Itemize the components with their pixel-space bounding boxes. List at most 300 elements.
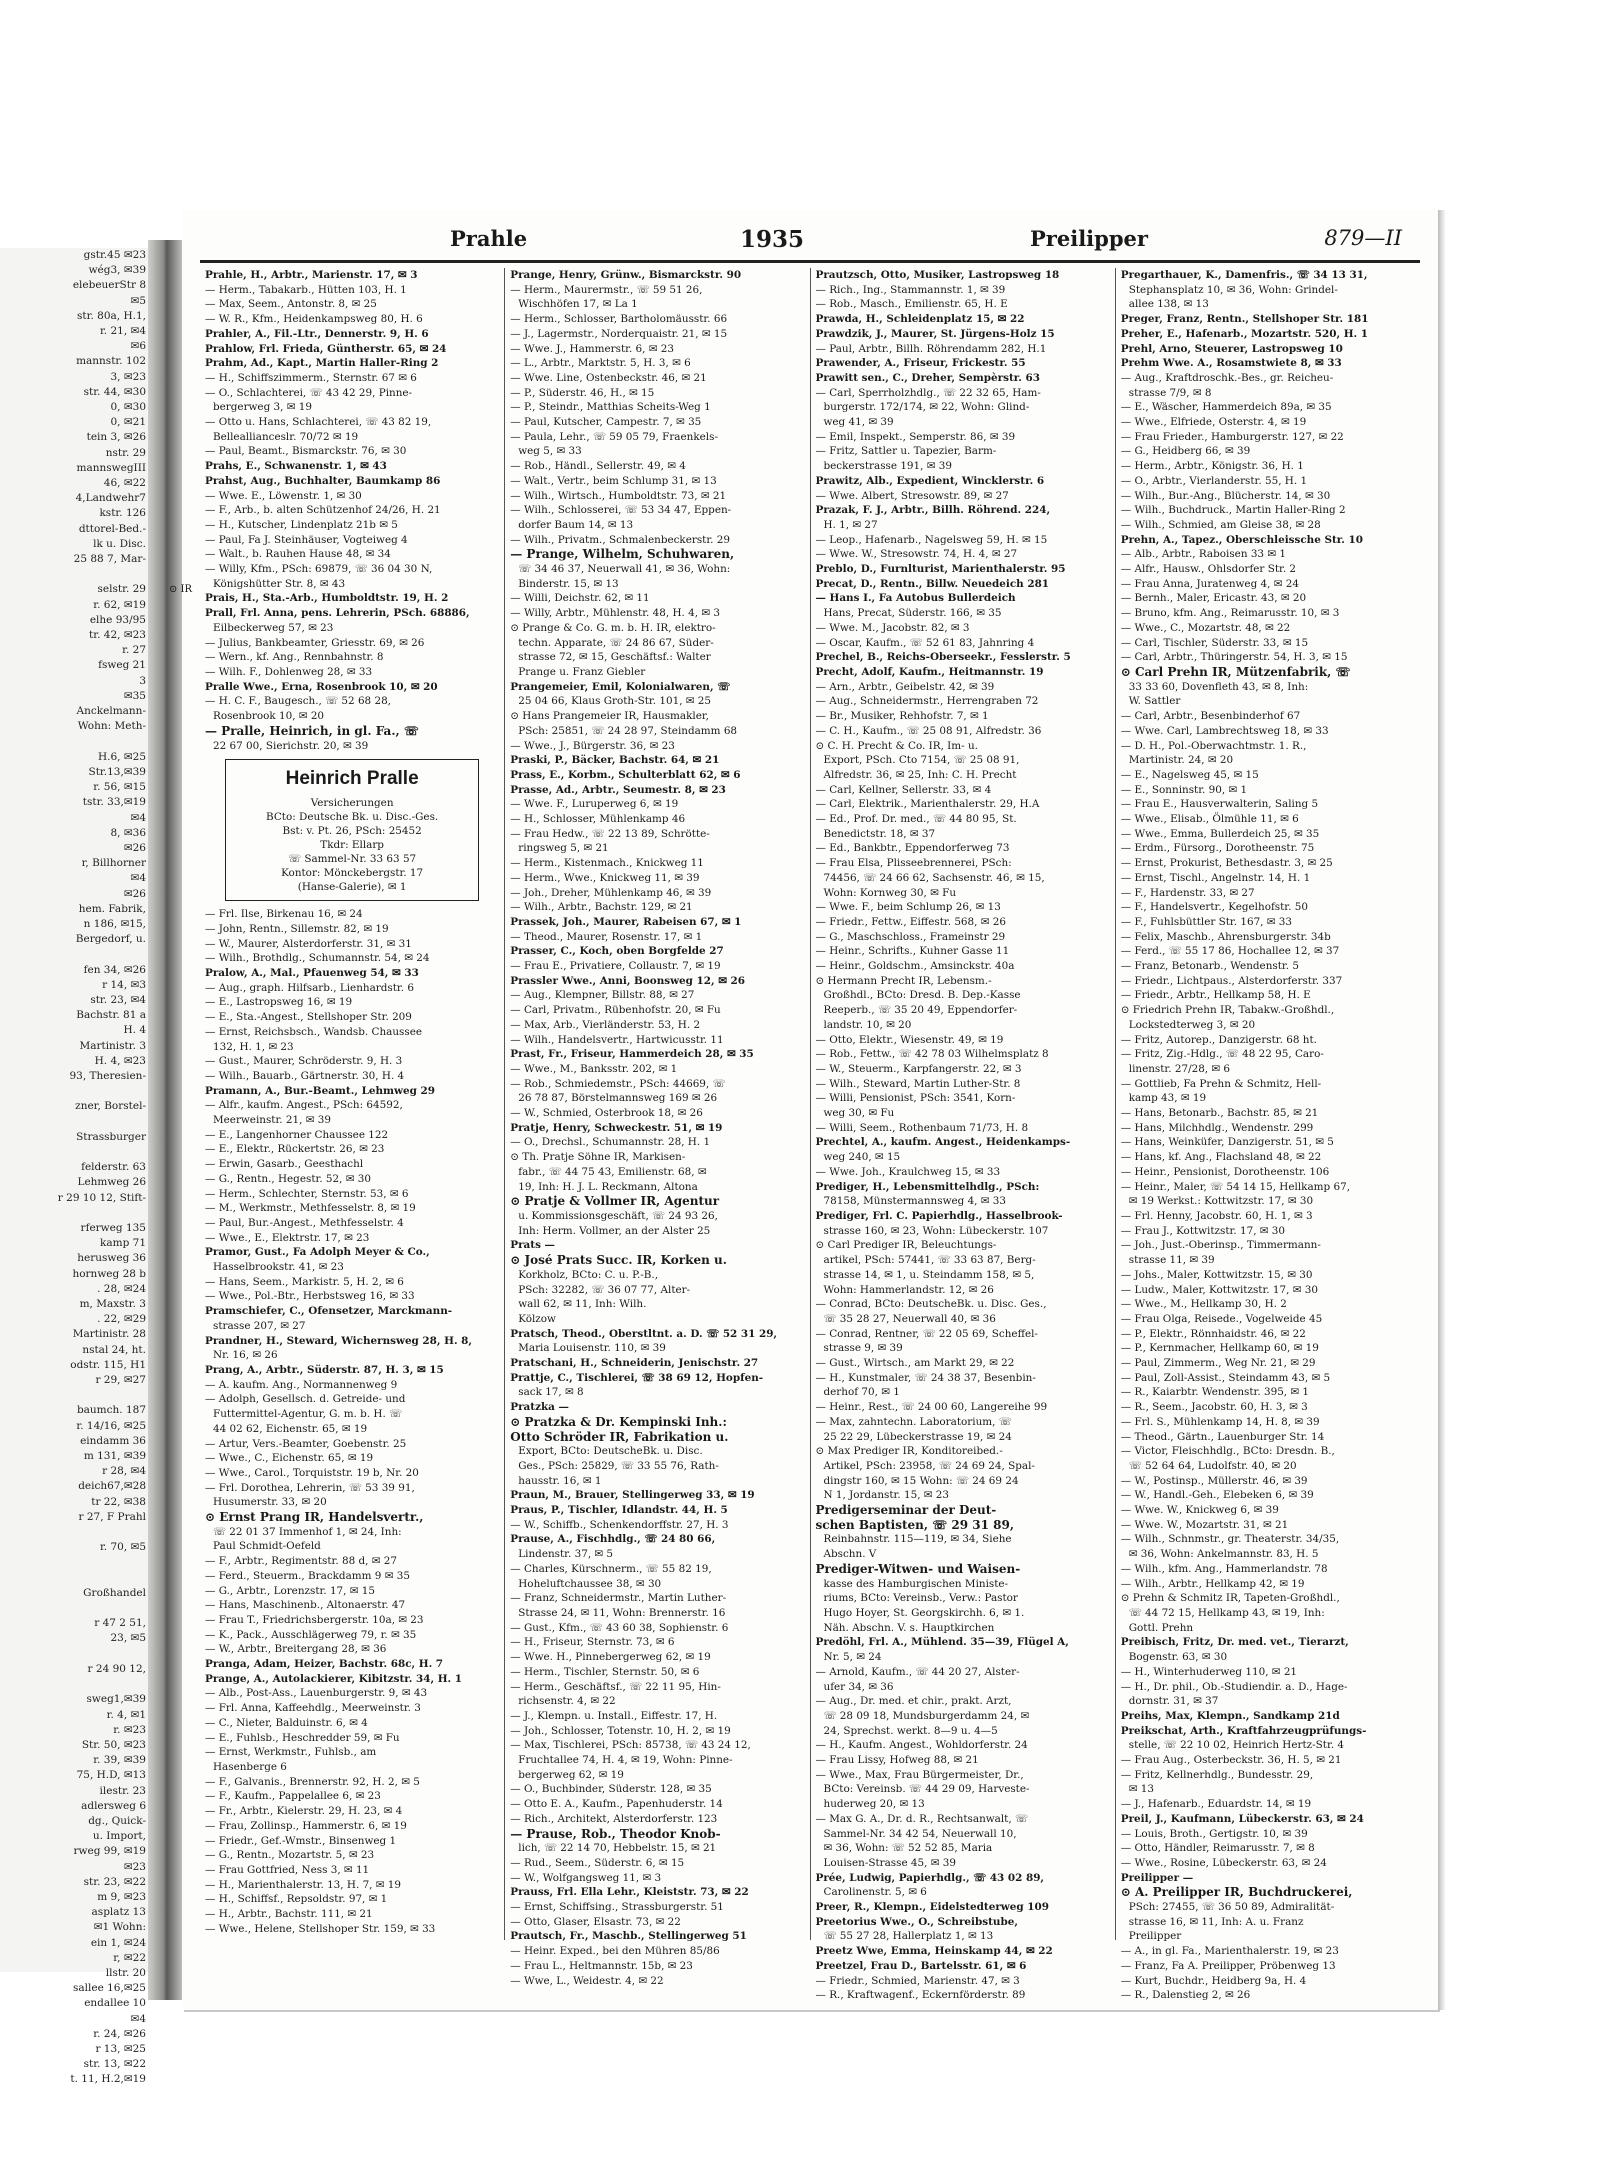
left-page-line <box>0 1388 148 1403</box>
directory-entry: — Otto, Glaser, Elsastr. 73, ✉ 22 <box>510 1915 681 1928</box>
directory-entry: — Wwe., M., Hellkamp 30, H. 2 <box>1120 1298 1287 1311</box>
directory-entry: ⊙ Th. Pratje Söhne IR, Markisen- <box>510 1151 686 1164</box>
directory-entry: Pregarthauer, K., Damenfris., ☏ 34 13 31, <box>1120 269 1368 281</box>
directory-entry: — Willi, Pensionist, PSch: 3541, Korn- <box>815 1092 1016 1105</box>
directory-entry: Prassler Wwe., Anni, Boonsweg 12, ✉ 26 <box>510 974 746 987</box>
directory-entry: — Wwe., E., Elektrstr. 17, ✉ 23 <box>205 1231 370 1244</box>
directory-entry: Hugo Hoyer, St. Georgskirchh. 6, ✉ 1. <box>823 1606 1025 1619</box>
directory-entry: Praun, M., Brauer, Stellingerweg 33, ✉ 19 <box>510 1489 755 1502</box>
directory-entry: — Wilh., Wirtsch., Humboldtstr. 73, ✉ 21 <box>510 489 727 502</box>
directory-entry: — Ernst, Reichsbsch., Wandsb. Chaussee <box>205 1025 422 1038</box>
directory-entry: — Wwe. Line, Ostenbeckstr. 46, ✉ 21 <box>510 371 707 384</box>
directory-entry: H. 1, ✉ 27 <box>823 518 878 531</box>
directory-entry: Preger, Franz, Rentn., Stellshoper Str. 181 <box>1120 313 1369 326</box>
directory-entry: — Carl, Arbtr., Thüringerstr. 54, H. 3, ✉ 15 <box>1120 651 1348 664</box>
directory-entry: stelle, ☏ 22 10 02, Heinrich Hertz-Str. 4 <box>1128 1739 1344 1752</box>
left-page-line: 4,Landwehr7 <box>75 492 146 505</box>
directory-entry: — Frau T., Friedrichsbergerstr. 10a, ✉ 23 <box>205 1613 424 1626</box>
advert-line: (Hanse-Galerie), ✉ 1 <box>297 881 407 894</box>
directory-entry: — Artur, Vers.-Beamter, Goebenstr. 25 <box>205 1437 407 1450</box>
directory-entry: PSch: 27455, ☏ 36 50 89, Admiralität- <box>1128 1901 1335 1914</box>
directory-entry: — Herm., Kistenmach., Knickweg 11 <box>510 857 704 870</box>
left-page-line: r. ✉23 <box>113 1723 146 1736</box>
left-page-line: 8, ✉36 <box>110 826 146 839</box>
directory-entry: — Paul, Fa J. Steinhäuser, Vogteiweg 4 <box>205 533 408 546</box>
directory-entry: strasse 207, ✉ 27 <box>213 1319 306 1332</box>
directory-entry: — Frau E., Privatiere, Collaustr. 7, ✉ 19 <box>510 960 721 973</box>
directory-entry: ⊙ Pratzka & Dr. Kempinski Inh.: <box>510 1414 727 1429</box>
directory-column-3 <box>811 268 1116 2002</box>
directory-entry: weg 240, ✉ 15 <box>823 1151 901 1164</box>
directory-entry: W. Sattler <box>1128 695 1181 708</box>
directory-entry: — P., Süderstr. 46, H., ✉ 15 <box>510 386 655 399</box>
directory-entry: Inh: Herm. Vollmer, an der Alster 25 <box>518 1224 711 1237</box>
directory-entry: — Wwe., C., Eichenstr. 65, ✉ 19 <box>205 1452 374 1465</box>
directory-entry: — Gust., Wirtsch., am Markt 29, ✉ 22 <box>815 1357 1015 1370</box>
directory-entry: — Wilh., Schlosserei, ☏ 53 34 47, Eppen- <box>510 504 732 517</box>
directory-entry: — Paul, Zimmerm., Weg Nr. 21, ✉ 29 <box>1120 1357 1316 1370</box>
left-page-line <box>0 1647 148 1662</box>
directory-entry: Sammel-Nr. 34 42 54, Neuerwall 10, <box>823 1827 1017 1840</box>
advert-title: Heinrich Pralle <box>285 768 419 790</box>
directory-entry: — Aug., Klempner, Billstr. 88, ✉ 27 <box>510 989 695 1002</box>
left-page-line: nstr. 29 <box>105 446 146 459</box>
directory-entry: — H., Marienthalerstr. 13, H. 7, ✉ 19 <box>205 1878 402 1891</box>
directory-entry: — Heinr. Exped., bei den Mühren 85/86 <box>510 1945 720 1958</box>
left-page-line: m 9, ✉23 <box>97 1890 146 1903</box>
directory-entry: Carolinenstr. 5, ✉ 6 <box>823 1886 927 1899</box>
left-page-line: ✉4 <box>130 872 146 885</box>
directory-entry: — Joh., Schlosser, Totenstr. 10, H. 2, ✉ 19 <box>510 1724 731 1737</box>
directory-entry: Louisen-Strasse 45, ✉ 39 <box>823 1856 956 1869</box>
directory-entry: — W., Schmied, Osterbrook 18, ✉ 26 <box>510 1107 703 1120</box>
left-page-line: r. 4, ✉1 <box>106 1708 146 1721</box>
directory-entry: — Carl, Sperrholzhdlg., ☏ 22 32 65, Ham- <box>815 386 1041 399</box>
left-page-line: m 131, ✉39 <box>83 1450 146 1463</box>
directory-entry: — Br., Musiker, Rehhofstr. 7, ✉ 1 <box>815 710 989 723</box>
directory-entry: — H., Winterhuderweg 110, ✉ 21 <box>1120 1665 1298 1678</box>
left-page-line: str. 13, ✉22 <box>83 2058 146 2071</box>
directory-entry: — Wwe., Elfriede, Osterstr. 4, ✉ 19 <box>1120 416 1307 429</box>
left-page-line: Str.13,✉39 <box>88 765 146 778</box>
directory-entry: — F., Handelsvertr., Kegelhofstr. 50 <box>1120 901 1308 914</box>
directory-entry: — Frl. Henny, Jacobstr. 60, H. 1, ✉ 3 <box>1120 1210 1313 1222</box>
directory-entry: PSch: 32282, ☏ 36 07 77, Alter- <box>518 1283 691 1296</box>
directory-entry: — O., Arbtr., Vierlanderstr. 55, H. 1 <box>1120 474 1308 487</box>
directory-entry: kamp 43, ✉ 19 <box>1128 1092 1207 1105</box>
directory-entry: — Ludw., Maler, Kottwitzstr. 17, ✉ 30 <box>1120 1283 1318 1296</box>
directory-entry: Praus, P., Tischler, Idlandstr. 44, H. 5 <box>510 1504 728 1517</box>
directory-entry: Prasser, C., Koch, oben Borgfelde 27 <box>510 945 724 958</box>
left-page-line: Strassburger <box>76 1130 146 1143</box>
directory-entry: — W., Schiffb., Schenkendorffstr. 27, H. 3 <box>510 1518 729 1531</box>
directory-entry: — E., Lastropsweg 16, ✉ 19 <box>205 996 353 1009</box>
directory-entry: — Ed., Prof. Dr. med., ☏ 44 80 95, St. <box>815 813 1017 826</box>
directory-entry: Ges., PSch: 25829, ☏ 33 55 76, Rath- <box>518 1459 719 1472</box>
directory-entry: Preibisch, Fritz, Dr. med. vet., Tierarzt, <box>1120 1636 1349 1649</box>
left-page-line: r. 24, ✉26 <box>93 2027 146 2040</box>
directory-entry: Alfredstr. 36, ✉ 25, Inh: C. H. Precht <box>823 768 1017 781</box>
directory-entry: ⊙ Friedrich Prehn IR, Tabakw.-Großhdl., <box>1120 1004 1335 1017</box>
directory-entry: — Paul, Bur.-Angest., Methfesselstr. 4 <box>205 1216 404 1229</box>
directory-entry: — Frl. Anna, Kaffeehdlg., Meerweinstr. 3 <box>205 1702 421 1715</box>
left-page-line: eindamm 36 <box>80 1434 146 1447</box>
directory-entry: — Herm., Maurermstr., ☏ 59 51 26, <box>510 283 703 296</box>
directory-entry: — Bernh., Maler, Ericastr. 43, ✉ 20 <box>1120 592 1307 605</box>
left-page-line: Martinistr. 3 <box>79 1039 146 1052</box>
left-page-line: sweg1,✉39 <box>86 1693 146 1706</box>
directory-entry: Praski, P., Bäcker, Bachstr. 64, ✉ 21 <box>510 754 720 767</box>
directory-entry: — Frau E., Hausverwalterin, Saling 5 <box>1120 798 1319 811</box>
directory-entry: — Erdm., Fürsorg., Dorotheenstr. 75 <box>1120 842 1315 855</box>
directory-entry: — Rich., Architekt, Alsterdorferstr. 123 <box>510 1812 718 1825</box>
directory-entry: — Paul, Zoll-Assist., Steindamm 43, ✉ 5 <box>1120 1371 1331 1384</box>
left-page-line: endallee 10 <box>84 1997 146 2010</box>
left-page-line: felderstr. 63 <box>81 1161 146 1174</box>
left-page-line: H.6, ✉25 <box>97 750 146 763</box>
directory-entry: ringsweg 5, ✉ 21 <box>518 842 609 855</box>
left-page-line: r 14, ✉3 <box>102 978 146 991</box>
directory-entry: bergerweg 3, ✉ 19 <box>213 401 312 414</box>
left-page-line: tein 3, ✉26 <box>86 431 146 444</box>
directory-entry: — Otto E. A., Kaufm., Papenhuderstr. 14 <box>510 1798 723 1811</box>
directory-entry: Preetorius Wwe., O., Schreibstube, <box>815 1915 1018 1928</box>
directory-entry: — Heinr., Maler, ☏ 54 14 15, Hellkamp 67, <box>1120 1180 1350 1193</box>
directory-entry: strasse 160, ✉ 23, Wohn: Lübeckerstr. 107 <box>823 1224 1049 1237</box>
directory-entry: ☏ 52 64 64, Ludolfstr. 40, ✉ 20 <box>1128 1459 1297 1472</box>
left-page-line: fen 34, ✉26 <box>83 963 146 976</box>
directory-entry: — H., Friseur, Sternstr. 73, ✉ 6 <box>510 1636 675 1649</box>
directory-entry: Eilbeckerweg 57, ✉ 23 <box>213 621 334 634</box>
directory-entry: — Wwe. J., Hammerstr. 6, ✉ 23 <box>510 342 675 355</box>
directory-entry: hausstr. 16, ✉ 1 <box>518 1474 602 1487</box>
directory-entry: Prawdzik, J., Maurer, St. Jürgens-Holz 15 <box>815 327 1055 340</box>
directory-entry: Prediger, H., Lebensmittelhdlg., PSch: <box>815 1180 1040 1193</box>
directory-entry: — E., Sonninstr. 90, ✉ 1 <box>1120 783 1248 796</box>
directory-entry: — Wilh., Arbtr., Hellkamp 42, ✉ 19 <box>1120 1577 1305 1590</box>
left-page-line: Martinistr. 28 <box>72 1328 146 1341</box>
left-page-line: herusweg 36 <box>77 1252 146 1265</box>
directory-entry: — Frau J., Kottwitzstr. 17, ✉ 30 <box>1120 1224 1286 1237</box>
directory-entry: Pralle Wwe., Erna, Rosenbrook 10, ✉ 20 <box>205 680 438 693</box>
directory-entry: — Johs., Maler, Kottwitzstr. 15, ✉ 30 <box>1120 1268 1313 1281</box>
directory-entry: — Hans, Seem., Markistr. 5, H. 2, ✉ 6 <box>205 1275 404 1288</box>
directory-entry: — H., Kaufm. Angest., Wohldorferstr. 24 <box>815 1739 1028 1752</box>
directory-entry: ☏ 35 28 27, Neuerwall 40, ✉ 36 <box>823 1312 996 1325</box>
directory-entry: ⊙ Hans Prangemeier IR, Hausmakler, <box>510 710 709 723</box>
directory-entry: Preihs, Max, Klempn., Sandkamp 21d <box>1120 1709 1340 1722</box>
directory-entry: — Carl, Kellner, Sellerstr. 33, ✉ 4 <box>815 783 992 796</box>
directory-entry: — Herm., Wwe., Knickweg 11, ✉ 39 <box>510 871 700 884</box>
left-page-line: r. 56, ✉15 <box>93 781 146 794</box>
directory-entry: bergerweg 62, ✉ 19 <box>518 1768 624 1781</box>
directory-entry: Preilipper <box>1128 1930 1182 1943</box>
directory-entry: 26 78 87, Börstelmannsweg 169 ✉ 26 <box>518 1092 718 1105</box>
directory-entry: dingstr 160, ✉ 15 Wohn: ☏ 24 69 24 <box>823 1474 1019 1487</box>
left-page-line: lk u. Disc. <box>93 537 146 550</box>
directory-entry: ⊙ Prehn & Schmitz IR, Tapeten-Großhdl., <box>1120 1592 1340 1605</box>
left-page-line: str. 23, ✉22 <box>83 1875 146 1888</box>
left-page-line: r 29 10 12, Stift- <box>57 1191 146 1204</box>
directory-entry: Näh. Abschn. V. s. Hauptkirchen <box>823 1621 995 1634</box>
left-page-line: ✉4 <box>130 2012 146 2025</box>
directory-entry: Prahs, E., Schwanenstr. 1, ✉ 43 <box>205 460 387 473</box>
directory-entry: — E., Wäscher, Hammerdeich 89a, ✉ 35 <box>1120 401 1332 414</box>
directory-entry: — Wilh., Arbtr., Bachstr. 129, ✉ 21 <box>510 901 693 914</box>
directory-entry: — Frau L., Heltmannstr. 15b, ✉ 23 <box>510 1959 693 1972</box>
header-year: 1935 <box>740 226 805 253</box>
directory-entry: — Rud., Seem., Süderstr. 6, ✉ 15 <box>510 1856 685 1869</box>
directory-entry: — Arn., Arbtr., Geibelstr. 42, ✉ 39 <box>815 680 995 693</box>
directory-entry: Precht, Adolf, Kaufm., Heitmannstr. 19 <box>815 665 1044 678</box>
directory-entry: — Rob., Schmiedemstr., PSch: 44669, ☏ <box>510 1077 726 1090</box>
directory-entry: Prast, Fr., Friseur, Hammerdeich 28, ✉ 35 <box>510 1048 754 1061</box>
directory-entry: — Oscar, Kaufm., ☏ 52 61 83, Jahnring 4 <box>815 636 1035 649</box>
directory-entry: — C., Nieter, Balduinstr. 6, ✉ 4 <box>205 1716 368 1729</box>
directory-entry: — Frau Frieder., Hamburgerstr. 127, ✉ 22 <box>1120 430 1344 443</box>
directory-entry: — Wwe., Elisab., Ölmühle 11, ✉ 6 <box>1120 813 1299 826</box>
directory-entry: — W., Maurer, Alsterdorferstr. 31, ✉ 31 <box>205 937 412 950</box>
directory-entry: — Herm., Tischler, Sternstr. 50, ✉ 6 <box>510 1665 700 1678</box>
directory-entry: Wischhöfen 17, ✉ La 1 <box>518 298 638 311</box>
left-page-line: r, Billhorner <box>81 857 146 870</box>
directory-entry: — Fritz, Sattler u. Tapezier, Barm- <box>815 445 997 458</box>
directory-entry: — Felix, Maschb., Ahrensburgerstr. 34b <box>1120 930 1331 943</box>
left-page-line: r 28, ✉4 <box>102 1465 146 1478</box>
directory-entry: — Fritz, Autorep., Danzigerstr. 68 ht. <box>1120 1033 1317 1046</box>
directory-entry: — Hans, Betonarb., Bachstr. 85, ✉ 21 <box>1120 1107 1319 1120</box>
directory-entry: Export, BCto: DeutscheBk. u. Disc. <box>518 1445 703 1458</box>
directory-entry: — R., Dalenstieg 2, ✉ 26 <box>1120 1989 1251 2002</box>
left-page-line: r. 70, ✉5 <box>99 1541 146 1554</box>
directory-entry: — O., Drechsl., Schumannstr. 28, H. 1 <box>510 1136 711 1149</box>
directory-entry: — Willi, Deichstr. 62, ✉ 11 <box>510 592 650 605</box>
left-page-line: mannswegIII <box>76 461 146 474</box>
directory-entry: — K., Pack., Ausschlägerweg 79, r. ✉ 35 <box>205 1628 417 1641</box>
directory-entry: ufer 34, ✉ 36 <box>823 1680 894 1693</box>
directory-entry: Benedictstr. 18, ✉ 37 <box>823 827 936 840</box>
directory-entry: 22 67 00, Sierichstr. 20, ✉ 39 <box>213 739 369 752</box>
left-page-line: llstr. 20 <box>105 1966 146 1979</box>
directory-entry: Großhdl., BCto: Dresd. B. Dep.-Kasse <box>823 989 1021 1002</box>
directory-entry: Prahst, Aug., Buchhalter, Baumkamp 86 <box>205 474 441 487</box>
left-page-line: r 47 2 51, <box>94 1617 146 1630</box>
directory-entry: Reinbahnstr. 115—119, ✉ 34, Siehe <box>823 1533 1012 1546</box>
directory-entry: — R., Kraftwagenf., Eckernförderstr. 89 <box>815 1989 1026 2002</box>
directory-entry: beckerstrasse 191, ✉ 39 <box>823 460 952 473</box>
left-page-line: elebeuerStr 8 <box>72 279 146 292</box>
directory-entry: Pralow, A., Mal., Pfauenweg 54, ✉ 33 <box>205 967 419 980</box>
directory-entry: — J., Lagermstr., Norderquaistr. 21, ✉ 15 <box>510 327 728 340</box>
directory-entry: dorfer Baum 14, ✉ 13 <box>518 518 634 531</box>
left-page-line <box>0 1206 148 1221</box>
left-page-line: kamp 71 <box>100 1237 146 1250</box>
directory-entry: — Wilh., Bur.-Ang., Blücherstr. 14, ✉ 30 <box>1120 489 1331 502</box>
directory-entry: Prediger-Witwen- und Waisen- <box>815 1561 1021 1576</box>
directory-entry: — Friedr., Gef.-Wmstr., Binsenweg 1 <box>205 1834 397 1847</box>
directory-entry: — C. H., Kaufm., ☏ 25 08 91, Alfredstr. 36 <box>815 724 1042 737</box>
left-page-line: . 22, ✉29 <box>97 1313 146 1326</box>
directory-entry: — Carl, Tischler, Süderstr. 33, ✉ 15 <box>1120 636 1309 649</box>
left-page-line: Wohn: Meth- <box>77 720 146 733</box>
directory-entry: — Rob., Masch., Emilienstr. 65, H. E <box>815 298 1008 311</box>
directory-entry: Prehn, A., Tapez., Oberschleissche Str. 10 <box>1120 533 1363 546</box>
directory-entry: — Wwe., Pol.-Btr., Herbstsweg 16, ✉ 33 <box>205 1290 415 1303</box>
directory-entry: — Wilh., Handelsvertr., Hartwicusstr. 11 <box>510 1033 724 1046</box>
directory-entry: — Wwe., Helene, Stellshoper Str. 159, ✉ 33 <box>205 1922 436 1935</box>
directory-entry: Prautzsch, Otto, Musiker, Lastropsweg 18 <box>815 269 1060 281</box>
directory-entry: Prechel, B., Reichs-Oberseekr., Fesslerstr. 5 <box>815 651 1071 664</box>
directory-entry: strasse 11, ✉ 39 <box>1128 1254 1215 1267</box>
directory-entry: Gottl. Prehn <box>1128 1621 1194 1634</box>
left-page-line: r, ✉22 <box>113 1951 146 1964</box>
directory-entry: ✉ 19 Werkst.: Kottwitzstr. 17, ✉ 30 <box>1128 1195 1314 1208</box>
directory-entry: Königshütter Str. 8, ✉ 43 <box>213 577 346 590</box>
directory-entry: Fruchtallee 74, H. 4, ✉ 19, Wohn: Pinne- <box>518 1754 733 1767</box>
directory-entry: Prange, A., Autolackierer, Kibitzstr. 34, H. 1 <box>205 1672 463 1685</box>
directory-entry: Husumerstr. 33, ✉ 20 <box>213 1496 327 1509</box>
directory-entry: — H., Schiffszimmerm., Sternstr. 67 ✉ 6 <box>205 371 417 384</box>
left-page-line: 3, ✉23 <box>110 370 146 383</box>
directory-entry: richsenstr. 4, ✉ 22 <box>518 1695 616 1708</box>
directory-entry: 19, Inh: H. J. L. Reckmann, Altona <box>518 1180 698 1193</box>
directory-entry: Preblo, D., Furnlturist, Marienthalerstr. 95 <box>815 563 1066 576</box>
directory-entry: — E., Nagelsweg 45, ✉ 15 <box>1120 768 1259 781</box>
directory-entry: Predöhl, Frl. A., Mühlend. 35—39, Flügel A, <box>815 1636 1069 1649</box>
left-page-line <box>0 1601 148 1616</box>
left-page-line: hem. Fabrik, <box>78 902 146 915</box>
left-page-line: 3 <box>139 674 146 687</box>
left-page-line: dg., Quick- <box>88 1814 146 1827</box>
directory-entry: Wohn: Hammerlandstr. 12, ✉ 26 <box>823 1283 994 1296</box>
directory-entry: — Herm., Tabakarb., Hütten 103, H. 1 <box>205 283 407 296</box>
directory-entry: — Wwe, L., Weidestr. 4, ✉ 22 <box>510 1974 664 1987</box>
directory-entry: — Adolph, Gesellsch. d. Getreide- und <box>205 1393 406 1406</box>
directory-entry: Prats — <box>510 1239 555 1252</box>
left-page-line: r. 62, ✉19 <box>93 598 146 611</box>
left-page-line: 93, Theresien- <box>69 1069 146 1082</box>
directory-entry: Prautsch, Fr., Maschb., Stellingerweg 51 <box>510 1930 747 1943</box>
directory-entry: — Frau Gottfried, Ness 3, ✉ 11 <box>205 1863 370 1876</box>
left-page-line: r 13, ✉25 <box>95 2042 146 2055</box>
advertisement-box <box>225 759 479 901</box>
directory-entry: Stephansplatz 10, ✉ 36, Wohn: Grindel- <box>1128 283 1338 296</box>
directory-entry: Reeperb., ☏ 35 20 49, Eppendorfer- <box>823 1004 1018 1017</box>
directory-entry: — Paul, Beamt., Bismarckstr. 76, ✉ 30 <box>205 445 407 458</box>
directory-entry: Belleallianceslr. 70/72 ✉ 19 <box>213 430 359 443</box>
left-page-line: fsweg 21 <box>98 659 146 672</box>
left-page-line: Bachstr. 81 a <box>76 1009 146 1022</box>
left-page-line: ✉1 Wohn: <box>93 1921 146 1934</box>
left-page-line: r 27, F Prahl <box>78 1510 146 1523</box>
left-page-line: 46, ✉22 <box>103 477 146 490</box>
left-page-line: ✉6 <box>130 340 146 353</box>
directory-entry: — Wwe. W., Knickweg 6, ✉ 39 <box>1120 1504 1279 1517</box>
left-page-line <box>0 735 148 750</box>
directory-entry: Binderstr. 15, ✉ 13 <box>518 577 619 590</box>
directory-entry: — J., Hafenarb., Eduardstr. 14, ✉ 19 <box>1120 1798 1312 1811</box>
advert-side-mark: ⊙ IR <box>169 584 193 596</box>
left-page-line: zner, Borstel- <box>75 1100 146 1113</box>
left-page-line: wég3, ✉39 <box>88 264 146 277</box>
directory-entry: Prandner, H., Steward, Wichernsweg 28, H. 8, <box>205 1334 473 1347</box>
directory-column-4 <box>1116 268 1420 2002</box>
left-page-line: sallee 16,✉25 <box>73 1982 146 1995</box>
directory-entry: — E., Sta.-Angest., Stellshoper Str. 209 <box>205 1011 412 1024</box>
directory-entry: — Aug., Schneidermstr., Herrengraben 72 <box>815 695 1039 708</box>
directory-entry: Prang, A., Arbtr., Süderstr. 87, H. 3, ✉ 15 <box>205 1364 444 1376</box>
directory-entry: — Ernst, Werkmstr., Fuhlsb., am <box>205 1746 377 1759</box>
directory-entry: — Hans, Maschinenb., Altonaerstr. 47 <box>205 1599 406 1612</box>
directory-entry: — Wern., kf. Ang., Rennbahnstr. 8 <box>205 651 384 664</box>
directory-entry: Prawender, A., Friseur, Frickestr. 55 <box>815 357 1026 370</box>
directory-entry: Pramann, A., Bur.-Beamt., Lehmweg 29 <box>205 1084 435 1097</box>
directory-entry: — G., Heidberg 66, ✉ 39 <box>1120 445 1251 458</box>
directory-entry: 25 22 29, Lübeckerstrasse 19, ✉ 24 <box>823 1430 1012 1443</box>
directory-entry: — Ferd., Steuerm., Brackdamm 9 ✉ 35 <box>205 1569 410 1582</box>
directory-entry: Otto Schröder IR, Fabrikation u. <box>510 1429 729 1444</box>
directory-entry: Prass, E., Korbm., Schulterblatt 62, ✉ 6 <box>510 768 741 781</box>
left-page-line: dttorel-Bed.- <box>78 522 146 535</box>
directory-entry: — Frl. Dorothea, Lehrerin, ☏ 53 39 91, <box>205 1481 415 1494</box>
directory-entry: — Wwe. F., Luruperweg 6, ✉ 19 <box>510 798 679 811</box>
directory-entry: — Emil, Inspekt., Semperstr. 86, ✉ 39 <box>815 430 1016 443</box>
directory-columns <box>169 268 1420 2002</box>
left-page-line: 25 88 7, Mar- <box>73 553 146 566</box>
left-page-line: Anckelmann- <box>76 705 146 718</box>
directory-entry: Prehl, Arno, Steuerer, Lastropsweg 10 <box>1120 342 1343 355</box>
directory-entry: Abschn. V <box>823 1548 877 1561</box>
directory-entry: — Rich., Ing., Stammannstr. 1, ✉ 39 <box>815 283 1006 296</box>
directory-entry: dornstr. 31, ✉ 37 <box>1128 1695 1219 1708</box>
directory-entry: — Wwe. Joh., Kraulchweg 15, ✉ 33 <box>815 1165 1001 1178</box>
left-page-line: ✉26 <box>123 887 146 900</box>
directory-entry: — Kurt, Buchdr., Heidberg 9a, H. 4 <box>1120 1974 1307 1987</box>
directory-column-1 <box>169 268 505 1940</box>
directory-entry: — Wwe., J., Bürgerstr. 36, ✉ 23 <box>510 739 675 752</box>
directory-entry: — Conrad, Rentner, ☏ 22 05 69, Scheffel- <box>815 1327 1038 1340</box>
left-page-line: r. 27 <box>122 644 146 657</box>
directory-entry: Artikel, PSch: 23958, ☏ 24 69 24, Spal- <box>823 1459 1035 1472</box>
left-page-line: ein 1, ✉24 <box>90 1936 146 1949</box>
directory-entry: Prange u. Franz Giebler <box>518 665 646 678</box>
directory-entry: ☏ 22 01 37 Immenhof 1, ✉ 24, Inh: <box>213 1525 402 1538</box>
left-page-line: r 29, ✉27 <box>95 1374 146 1387</box>
directory-entry: — Rob., Fettw., ☏ 42 78 03 Wilhelmsplatz 8 <box>815 1048 1049 1061</box>
directory-entry: — J., Klempn. u. Install., Eiffestr. 17, H. <box>510 1709 718 1722</box>
left-page-line: t. 11, H.2,✉19 <box>70 2073 146 2086</box>
directory-entry: — A. kaufm. Ang., Normannenweg 9 <box>205 1378 398 1391</box>
directory-entry: — Arnold, Kaufm., ☏ 44 20 27, Alster- <box>815 1665 1020 1678</box>
directory-entry: — Wwe. M., Jacobstr. 82, ✉ 3 <box>815 621 970 634</box>
directory-entry: — Wwe. W., Mozartstr. 31, ✉ 21 <box>1120 1518 1289 1531</box>
directory-entry: Futtermittel-Agentur, G. m. b. H. ☏ <box>213 1408 403 1421</box>
page-header <box>200 218 1420 258</box>
advert-line: Tkdr: Ellarp <box>320 839 384 852</box>
left-page-line: kstr. 126 <box>99 507 146 520</box>
directory-entry: Strasse 24, ✉ 11, Wohn: Brennerstr. 16 <box>518 1606 726 1619</box>
directory-entry: — Ernst, Prokurist, Bethesdastr. 3, ✉ 25 <box>1120 857 1333 870</box>
directory-entry: 33 33 60, Dovenfleth 43, ✉ 8, Inh: <box>1128 680 1309 693</box>
directory-entry: — Gottlieb, Fa Prehn & Schmitz, Hell- <box>1120 1077 1322 1090</box>
left-page-line: Großhandel <box>83 1586 146 1599</box>
left-page-line: mannstr. 102 <box>76 355 146 368</box>
left-page-line: r. 14/16, ✉25 <box>76 1419 146 1432</box>
directory-entry: — Max G. A., Dr. d. R., Rechtsanwalt, ☏ <box>815 1812 1028 1825</box>
directory-entry: ☏ 55 27 28, Hallerplatz 1, ✉ 13 <box>823 1930 994 1943</box>
directory-entry: — Wilh., Buchdruck., Martin Haller-Ring 2 <box>1120 504 1346 517</box>
directory-entry: — P., Steindr., Matthias Scheits-Weg 1 <box>510 401 711 414</box>
